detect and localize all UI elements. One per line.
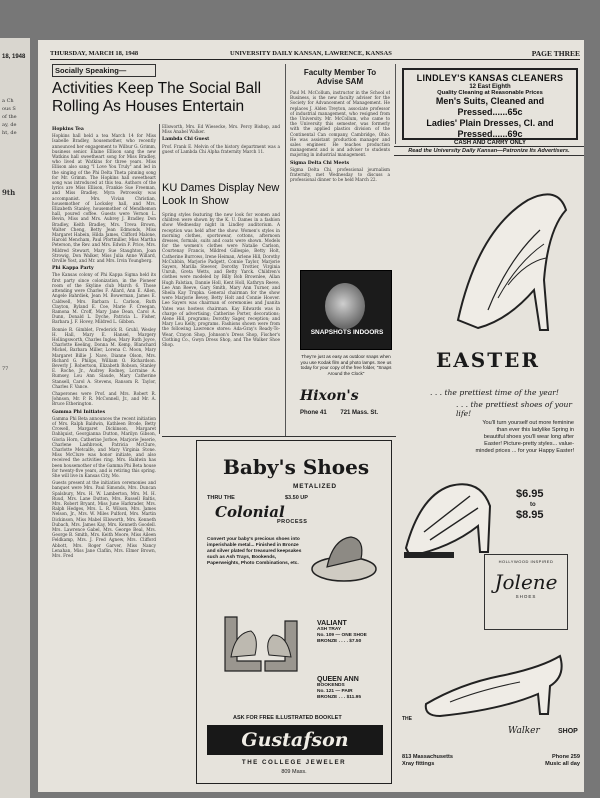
high-heel-shoe-icon bbox=[448, 170, 578, 340]
masthead-date: THURSDAY, MARCH 18, 1948 bbox=[50, 50, 139, 57]
masthead bbox=[50, 48, 580, 60]
ad-offer: ASK FOR FREE ILLUSTRATED BOOKLET bbox=[233, 715, 342, 721]
easter-tagline: . . . the prettiest time of the year! bbox=[430, 388, 559, 397]
section-divider bbox=[162, 436, 396, 437]
subhead: Hopkins Tea bbox=[52, 127, 84, 132]
ad-address: 12 East Eighth bbox=[469, 84, 511, 90]
slingback-shoe-icon bbox=[420, 636, 570, 722]
product-type: BOOKENDS bbox=[317, 683, 345, 688]
ad-subtitle: METALIZED bbox=[293, 483, 337, 490]
masthead-page-number: PAGE THREE bbox=[531, 49, 580, 58]
kudames-article bbox=[162, 212, 280, 434]
store-address: 721 Mass. St. bbox=[340, 410, 379, 416]
article-text: Paul M. McCollum, instructor in the School of Business, is the new faculty adviser for the Society for Advancement of Management. He replaces J. Alden Treyton, associate professor of industrial management, who resigned from the University. Mr. McCollum, who came to the University this semester, was formerly with the applied plastics division of the Continental Can company, Cambridge, Ohio. He was assistant production manager and sales engineer. He teaches production management and is and adviser to students majoring in industrial management. bbox=[290, 90, 390, 158]
previous-page-text: 9th bbox=[2, 188, 16, 197]
ad-terms: CASH AND CARRY ONLY bbox=[454, 140, 526, 146]
previous-page-text: ht, de bbox=[2, 130, 17, 136]
process-label: PROCESS bbox=[277, 519, 308, 525]
ad-title: Baby's Shoes bbox=[223, 455, 370, 479]
lindley-cleaners-ad bbox=[402, 68, 578, 146]
jolene-logo-box bbox=[484, 554, 568, 630]
walker-the: THE bbox=[402, 716, 412, 722]
product-price: BRONZE . . . $11.95 bbox=[317, 695, 361, 700]
article-text: Guests present at the initiation ceremonies and banquet were Mrs. Paul Simonds, Mrs. Duncan Spalsbury, Mrs. H. W. Lamberton, Mrs. M. H. Ruud, Mrs. Lane Dutton, Mrs. Russell Baltis, Mrs. Robert Bryant, Miss June Harkrader, Mrs. Ralph Hedges, Mrs. L. R. Wilson, Mrs. James Nelson, Jr., Mrs. W. Miles Pulford, Mrs. Martin Dickinson, Miss Mabel Ellsworth, Mrs. Kenneth Dubach, Mrs. James Kay, Mrs. Kenneth Goodell. Mrs. Lawrence Gabel, Mrs. George Beal, Mrs. George B. Smith, Mrs. Keith Moore, Miss Aileen Feldkamp, Mrs. J. Fred Agnew, Mrs. Clifford Abbott, Mrs. Roger Garver, Miss Nancy Lenahan, Miss Jane Claflin, Mrs. Elmer Brown, Mrs. Fred bbox=[52, 480, 156, 559]
article-text: The Kansas colony of Phi Kappa Sigma held its first party since colonization, in the Pioneer room of the Skyline club March 6. Those attending were Charles F. Allard, Ann E. Allen, Angele Bahrdiek, Jean M. Bowerman, James E. Caldwell, Mrs. Barbara L. Carlson, Ruth Clayton, Ryland E. Coe, Marie F. Creegan, Ramona M. Croff, Mary Jane Dean, Carol A. Dunn, Donald L. Dyche, Patricia L. Fisher, Barbara J. F. Hovey, Mildred L. Gibbon. bbox=[52, 272, 156, 325]
portrait-image bbox=[325, 283, 365, 329]
store-logo: Hixon's bbox=[300, 388, 359, 404]
ad-copy: They're just as easy as outdoor snaps when you use Kodak film and photo lamps. See us today for your copy of the free folder, "Snaps Around the Clock" bbox=[300, 354, 392, 376]
walker-address bbox=[402, 754, 453, 768]
easter-title: EASTER bbox=[436, 348, 540, 372]
faculty-headline: Faculty Member To Advise SAM bbox=[303, 68, 377, 86]
product-price: BRONZE . . . . $7.50 bbox=[317, 639, 362, 644]
price-separator: to bbox=[530, 502, 536, 508]
article-text: Ellsworth, Mrs. Ed Wiesecke, Mrs. Percy Bishop, and Miss Anabel Walker. bbox=[162, 124, 280, 135]
column-rule bbox=[395, 64, 396, 144]
store-feature: Music all day bbox=[545, 761, 580, 767]
previous-page-text: ous S bbox=[2, 106, 16, 112]
photo-caption: SNAPSHOTS INDOORS bbox=[310, 329, 384, 336]
column-rule bbox=[285, 64, 286, 436]
brand-name: Jolene bbox=[494, 570, 558, 594]
product-name: QUEEN ANN bbox=[317, 676, 359, 683]
jeweler-logo: Gustafson bbox=[207, 725, 383, 755]
bronze-bookends-icon bbox=[221, 607, 301, 677]
previous-page-text: ay, de bbox=[2, 122, 17, 128]
platform-sandal-icon bbox=[400, 456, 496, 566]
society-headline: Activities Keep The Social Ball Rolling As Houses Entertain bbox=[52, 80, 262, 115]
article-text: Spring styles featuring the new look for women and children were shown by the K. U. Dames in a fashion show Wednesday night in Lindley auditorium. A reception was held after the show. Women's styles in morning clothes, sportswear, cottons, afternoon dresses, formals, suits and coats were shown. Models for the women's clothes were Natalie Carlson, Courtenay Francis, Mildred Gillespie, Betty Holt, Catherine Burrows, Irene Heiman, Arlene Hill, Dorothy McCubbin, Marjorie Padgett, Connie Taylor, Marjorie Sayers, Marilla Steever, Dorothy Trottier, Virginia Unruh, Greta Wetts, and Betty Yarck. Children's clothes were modeled by Billy Bob Brownlee, Allan Hugh Falstian, Dannie Holl, Kent Holl, Kathryn Reeve, Lee Ann Reeve, Gary Smith, Mary Ann Turner, and Sheila Kay Trupka. General chairman for the show were Marjorie Bevey, Betty Holt and Connie Hoover. Lee Sayers was chairman of ceremonies and Juanita Yates was hostess chairman. Kay Edwards was in charge of advertising; Catherine Porter, decorations; Alene Hill, programs; Dorothy Sager, reception; and Mary Lou Kelly, programs. Fashions shown were from the following Lawrence stores: Ada-Gray's Ready-To-Wear, Crayon Shop, Johnson's Dress Shop, Fischer's Clothing Co., Gwyn Dress Shop, and The Walker Shoe Shop. bbox=[162, 212, 280, 348]
store-address: 813 Massachusetts bbox=[402, 754, 453, 760]
product-bookends bbox=[317, 677, 387, 701]
newspaper-page bbox=[38, 40, 584, 792]
product-ash-tray bbox=[317, 621, 387, 645]
previous-page-text: a Ch bbox=[2, 98, 14, 104]
product-name: VALIANT bbox=[317, 620, 347, 627]
subhead: Lambda Chi Guest bbox=[162, 137, 210, 143]
jeweler-title: THE COLLEGE JEWELER bbox=[241, 759, 347, 766]
walker-shop-label: SHOP bbox=[558, 728, 578, 735]
product-number: No. 109 — ONE SHOE bbox=[317, 633, 367, 638]
ad-title: LINDLEY'S KANSAS CLEANERS bbox=[416, 73, 564, 83]
walker-contact bbox=[528, 754, 580, 768]
house-ad-line: Read the University Daily Kansan—Patronize Its Advertisers. bbox=[394, 146, 584, 156]
product-number: No. 121 — PAIR bbox=[317, 689, 353, 694]
masthead-title: UNIVERSITY DAILY KANSAN, LAWRENCE, KANSAS bbox=[230, 50, 392, 57]
process-name: Colonial bbox=[215, 503, 285, 521]
faculty-article bbox=[290, 90, 390, 268]
kudames-headline: KU Dames Display New Look In Show bbox=[162, 182, 280, 207]
hixons-photo-ad bbox=[300, 270, 392, 390]
store-feature: Xray fittings bbox=[402, 761, 435, 767]
column-rule bbox=[159, 124, 160, 434]
society-column-2 bbox=[162, 124, 280, 180]
previous-page-text: 77 bbox=[2, 366, 9, 372]
walker-logo: Walker bbox=[508, 726, 540, 736]
ad-price-line: Ladies' Plain Dresses, Cl. and Pressed......69c bbox=[426, 118, 554, 139]
easter-copy: You'll turn yourself out more feminine than ever this ladylike Spring in beautiful shoes you'll wear long after Easter! Picture-pretty styles... value-minded prices ... for your Happy Easter! bbox=[475, 420, 574, 454]
store-phone: Phone 259 bbox=[552, 754, 580, 760]
jeweler-address: 809 Mass. bbox=[281, 769, 307, 775]
ad-copy: Convert your baby's precious shoes into imperishable metal... Finished in Bronze and silver plated for treasured keepsakes such as Ash Trays, Bookends, Paperweights, Photo Combinations, etc. bbox=[207, 537, 302, 566]
article-text: Sigma Delta Chi, professional journalism fraternity, met Wednesday to discuss a professional dinner to be held March 22. bbox=[290, 166, 390, 183]
store-contact bbox=[300, 410, 392, 416]
article-text: Hopkins hall held a tea March 14 for Miss Isabelle Bradley, housemother, who recently announced her engagement to Wilbur G. Grimm, business senior. Elaine Ellison sang the new Watkins hall sweetheart song for Miss Bradley, who lived at Watkins for three years. Miss Ellison also sang "I Love You Truly" and led in the singing of the Phi Delta Theta pinning song for Mr. Grimm. The Hopkins hall sweetheart song was introduced at this tea. Authors of the lyrics are Miss Ellison, Frankie Sue Freeman, and Miss Bradley. Myra Petrowsky was accompanist. Mrs. Vivian Christian, housemother of Locksley hall, and Mrs. Elizabeth Stanley, housemother of Mendhemon hall, poured coffee. Guests were Vernon L. Bevin, Miss and Mrs. Aubrey J. Bradley, Don Bradley, Keith Bradley, Mrs. Treva Brown, Walter Cheng, Betty Jean Edmonds, Miss Margaret Habein, Hilda James, Clifford Malone, Harold Mencham, Paul Pfortmiller, Miss Martha Peterson, the Rev. and Mrs. Edwin F. Price, Mrs. Mildred Stewart, Mary Sue Staughton, Joan Strowig, Don Walker, Miss Julia Anne Willard, Orville Yost, and Mr. and Mrs. Irvin Youngberg. bbox=[52, 133, 156, 264]
article-text: Bonnie R. Gimblet, Frederick R. Gruhl, Wesley H. Hall, Mary E. Hansel, Margery Hollingsworth, Charles Ingles, Mary Ruth Joyce, Charlotte Keeling, Donna M. Kemp, Blanchard Mickel, Barbara Miller, Lorena C. Moon, Mary Margaret Billie J. Nave, Dianne Olson, Mrs. Richard G. Philips, William O. Richardson. Beverly J. Robertson, Elizabeth Robson, Stanley E. Roche, Jr., Audrey Rodney, Lorraine A. Rumsey, Lou Ann Slaude, Mary Catherine Stansell, Carol A. Stevens, Ransom R. Taylor, Charles F. Vance. bbox=[52, 326, 156, 389]
price-low: $6.95 bbox=[516, 488, 544, 500]
article-text: Chaperones were Prof. and Mrs. Robert R. Johnson, Mr. P. R. McConnell, Jr., and Mr. A. Bruce Etherington. bbox=[52, 390, 156, 407]
ad-photo bbox=[300, 270, 392, 350]
previous-page-text: of the bbox=[2, 114, 17, 120]
baby-shoes-ad bbox=[196, 440, 392, 784]
society-column-1 bbox=[52, 124, 156, 788]
store-phone: Phone 41 bbox=[300, 410, 327, 416]
price-high: $8.95 bbox=[516, 509, 544, 521]
subhead: Phi Kappa Party bbox=[52, 266, 94, 272]
product-type: ASH TRAY bbox=[317, 627, 342, 632]
ash-tray-icon bbox=[309, 529, 379, 585]
section-label: Socially Speaking— bbox=[52, 64, 156, 77]
brand-subtitle: SHOES bbox=[515, 594, 537, 599]
brand-tagline: HOLLYWOOD INSPIRED bbox=[498, 559, 554, 564]
ad-price-line: Men's Suits, Cleaned and Pressed......65c bbox=[435, 96, 545, 117]
previous-page-date: 18, 1948 bbox=[2, 54, 26, 60]
ad-tagline: Quality Cleaning at Reasonable Prices bbox=[437, 90, 543, 96]
subhead: Sigma Delta Chi Meets bbox=[290, 160, 350, 166]
previous-page-edge bbox=[0, 38, 30, 798]
article-text: Prof. Frank E. Melvin of the history department was a guest of Lambda Chi Alpha fraternity March 11. bbox=[162, 143, 280, 154]
ad-price: $3.50 UP bbox=[285, 495, 308, 501]
article-text: Gamma Phi Beta announces the recent initiation of Mrs. Ralph Baldwin, Kathleen Brode, Betty Crowell, Margaret Dickinson, Margaret Dahlquist, Georgianna Dutton, Marilyn Gibson, Gloria Horn, Catherine Jorboe, Marjorie Jeserie, Charlene Lashbrook, Patricia McClure, Charlotte Metcalfe, and Mary Virginia Stone. Miss McClure was honor initiate, and also received the activities ring. Mrs. Baldwin has been housemother of the Gamma Phi Beta house for twenty-five years, and is retiring this spring. She will live in Kansas City, Mo. bbox=[52, 415, 156, 478]
ad-text: THRU THE bbox=[207, 495, 235, 501]
subhead: Gamma Phi Initiates bbox=[52, 409, 106, 415]
easter-tagline: . . . the prettiest shoes of your life! bbox=[456, 400, 573, 418]
